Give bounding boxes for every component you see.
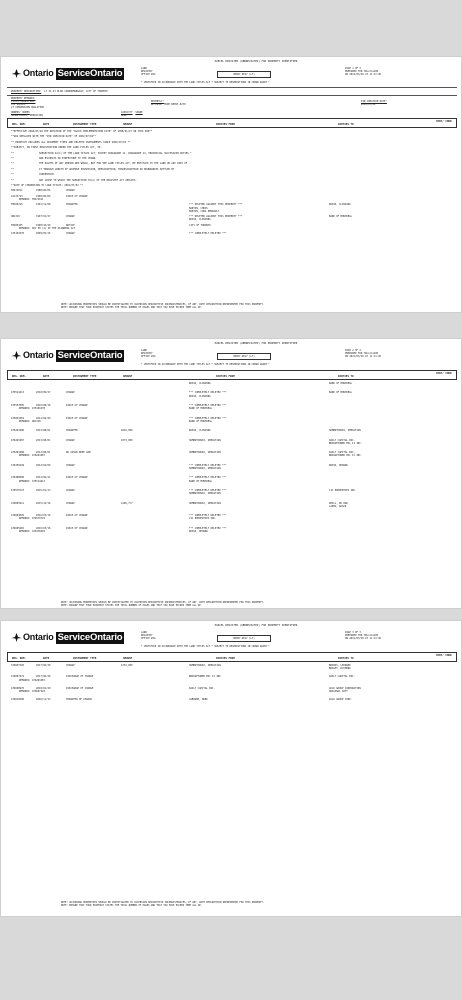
- prepared-for: PREPARED FOR TRLolla100: [345, 352, 379, 355]
- office-label: OFFICE #44: [141, 637, 156, 640]
- parties-from-cell: RUSSO, CLINIONA: [189, 382, 211, 385]
- pin-created-label: PIN CREATION DATE:: [361, 100, 387, 103]
- owners-value: HAMBUTOWSKI, SEBASTIAN: [11, 114, 43, 117]
- property-description: [11, 90, 107, 93]
- table-row: [11, 527, 453, 534]
- reg-num-cell: 9W1318: [11, 215, 20, 219]
- parties-to-cell: CIC PROPERTIES INC.: [329, 489, 357, 492]
- remarks-cell: REMARKS: SEC 50 (2) OF THE PLANNING ACT: [19, 226, 76, 230]
- capacity-block: [121, 111, 143, 117]
- date-cell: 2010/09/27: [36, 391, 51, 395]
- note-line-2: NOTE: ENSURE THAT YOUR PRINTOUT STATES THE TOTAL NUMBER OF PAGES AND THAT YOU HAVE PICKED THEM ALL UP.: [61, 604, 203, 608]
- note-text-cell: AND ESCHEATS OR FORFEITURE TO THE CROWN.: [39, 157, 97, 160]
- date-cell: 2015/01/13: [36, 489, 51, 492]
- reg-num-cell: AT5101078: [11, 232, 24, 236]
- parties-to-cell: DAILY CAPITAL INC.: [329, 451, 355, 455]
- instrument-type-cell: CHARGE: [66, 463, 75, 467]
- instrument-type-cell: CHARGE: [66, 215, 75, 219]
- estate-label: ESTATE/QUALIFIER:: [11, 100, 36, 103]
- recently-block: [151, 100, 186, 106]
- capacity-label: CAPACITY: [121, 111, 133, 114]
- note-line-1: NOTE: ADJOINING PROPERTIES SHOULD BE INVESTIGATED TO ASCERTAIN DESCRIPTIVE INCONSISTENCIES, IF ANY, WITH DESCRIPTION REPRESENTED FOR THIS PROPERTY.: [61, 601, 265, 604]
- parties-to-cell-2: BRIDGETOWER MIC II INC.: [329, 441, 363, 445]
- col-reg-num: REG. NUM.: [12, 656, 27, 660]
- table-row: [11, 162, 453, 166]
- date-cell: 2011/04/29: [36, 416, 51, 420]
- parties-from-cell: HAMBUTOWSKI, SEBASTIAN: [189, 501, 221, 505]
- amount-cell: $573,000: [121, 438, 133, 442]
- prepared-for: PREPARED FOR TRLolla100: [345, 634, 379, 637]
- parties-to-cell: DAILY CAPITAL INC.: [329, 438, 355, 442]
- parties-from-cell-2: BANK OF MONTREAL: [189, 479, 213, 483]
- parties-from-cell: CITY OF TORONTO: [189, 223, 211, 227]
- col-parties-to: PARTIES TO: [338, 122, 354, 126]
- parties-to-cell: BROOKS, LEONARD: [329, 664, 351, 667]
- date-cell: 1990/06/05: [36, 194, 51, 198]
- parties-from-cell: *** COMPLETELY DELETED ***: [189, 404, 227, 407]
- parties-from-cell-2: BANK OF MONTREAL: [189, 407, 213, 411]
- parties-to-cell: BANK OF MONTREAL: [329, 382, 353, 385]
- col-reg-num: REG. NUM.: [12, 374, 27, 378]
- page-header: [1, 57, 462, 87]
- brand-service-ontario: ServiceOntario: [57, 67, 123, 79]
- parties-from-cell-2: MARTIN, CHRIS: [189, 206, 208, 210]
- instrument-type-cell: NOTICE: [66, 223, 75, 227]
- table-row: [11, 179, 453, 183]
- note-line-2: NOTE: ENSURE THAT YOUR PRINTOUT STATES THE TOTAL NUMBER OF PAGES AND THAT YOU HAVE PICKED THEM ALL UP.: [61, 904, 203, 908]
- table-row: [11, 184, 453, 188]
- reg-num-cell: AT6605911: [11, 501, 24, 505]
- property-remarks: [11, 97, 44, 109]
- remarks-cell: REMARKS: AT5101078: [19, 407, 45, 411]
- col-instrument-type: INSTRUMENT TYPE: [73, 122, 97, 126]
- parties-from-cell-2: RUSSO, CLINIONA: [189, 394, 211, 398]
- reg-num-cell: **WAS REPLACED WITH THE "PIN CREATION DATE" OF 2002/07/02**: [11, 135, 96, 139]
- note-text-cell: THE RIGHTS OF ANY PERSON WHO WOULD, BUT FOR THE LAND TITLES ACT, BE ENTITLED TO THE LAND OR ANY PART OF: [39, 162, 188, 166]
- reg-num-cell: **: [11, 178, 14, 182]
- parties-from-cell-3: MARTIN, CORA PERRAULT: [189, 209, 220, 213]
- report-title: PARCEL REGISTER (ABBREVIATED) FOR PROPERTY IDENTIFIER: [214, 342, 298, 345]
- office-info: [141, 631, 221, 640]
- note-text-cell: IT THROUGH LENGTH OF ADVERSE POSSESSION, PRESCRIPTION, MISDESCRIPTION OR BOUNDARIES SETTLED BY: [39, 167, 175, 171]
- instrument-type-cell: DISCH OF CHARGE: [66, 404, 88, 407]
- date-cell: 1997/01/27: [36, 215, 51, 219]
- column-header: [7, 652, 457, 662]
- parties-from-cell: RUSSO, CLINIONA: [189, 429, 211, 433]
- parties-from-cell: *** COMPLETELY DELETED ***: [189, 476, 227, 480]
- brand-service-ontario: ServiceOntario: [57, 631, 123, 643]
- instrument-type-cell: TRANSFER: [66, 429, 78, 433]
- trillium-icon: [11, 350, 22, 361]
- reg-num-cell: **: [11, 167, 14, 171]
- parties-to-cell: BANK OF MONTREAL: [329, 391, 353, 395]
- reg-num-cell: **EFFECTIVE 2000/07/29 THE NOTATION OF THE "BLOCK IMPLEMENTATION DATE" OF 1998/01/27 ON THIS PIN**: [11, 130, 153, 133]
- page-info: [345, 631, 457, 640]
- remarks-cell: REMARKS: AT5514413: [19, 479, 45, 483]
- divider: [7, 87, 457, 88]
- reg-num-cell: AT6607474: [11, 675, 24, 679]
- note-line-2: NOTE: ENSURE THAT YOUR PRINTOUT STATES THE TOTAL NUMBER OF PAGES AND THAT YOU HAVE PICKED THEM ALL UP.: [61, 306, 203, 310]
- ontario-logo: [11, 67, 124, 80]
- instrument-type-cell: DISCH OF CHARGE: [66, 416, 88, 420]
- capacity-value: BENE: [121, 114, 127, 117]
- owners-label: OWNERS' NAMES: [11, 111, 30, 114]
- table-row: [11, 664, 453, 671]
- date-cell: 2016/03/16: [36, 514, 51, 518]
- page-number: PAGE 1 OF 3: [345, 67, 361, 70]
- reg-num-cell: ** PRINTOUT INCLUDES ALL DOCUMENT TYPES AND DELETED INSTRUMENTS SINCE 2002/07/02 **: [11, 140, 131, 144]
- table-row: [11, 391, 453, 398]
- col-date: DATE: [43, 374, 50, 378]
- parties-from-cell-2: RUSSO, CLINIONA: [189, 218, 211, 222]
- table-row: [11, 203, 453, 214]
- parties-to-cell-2: BRIDGETOWER MIC II INC.: [329, 454, 363, 458]
- col-cert-chkd: CERT/ CHKD: [436, 654, 452, 657]
- reg-num-cell: AT6604629: [11, 514, 24, 518]
- reg-num-cell: **: [11, 162, 14, 166]
- pin-created-value: 2002/07/02: [361, 103, 376, 106]
- parties-from-cell: *** COMPLETELY DELETED ***: [189, 463, 227, 467]
- table-row: [11, 698, 453, 702]
- parties-to-cell: HAMBUTOWSKI, SEBASTIAN: [329, 429, 361, 433]
- page-number: PAGE 3 OF 3: [345, 631, 361, 634]
- col-parties-from: PARTIES FROM: [216, 656, 235, 660]
- note-line-1: NOTE: ADJOINING PROPERTIES SHOULD BE INVESTIGATED TO ASCERTAIN DESCRIPTIVE INCONSISTENCIES, IF ANY, WITH DESCRIPTION REPRESENTED FOR THIS PROPERTY.: [61, 303, 265, 306]
- table-row: [11, 157, 453, 161]
- table-row: [11, 404, 453, 411]
- table-row: [11, 215, 453, 222]
- pin-box: 08097-0017 (LT): [217, 635, 271, 642]
- table-row: [11, 382, 453, 386]
- col-instrument-type: INSTRUMENT TYPE: [73, 374, 97, 378]
- instrument-type-cell: DISCHARGE OF CHARGE: [66, 686, 94, 690]
- table-row: [11, 675, 453, 682]
- parties-from-cell-2: CIC PROPERTIES INC.: [189, 517, 217, 521]
- parties-from-cell: *** COMPLETELY DELETED ***: [189, 391, 227, 395]
- desc-label: PROPERTY DESCRIPTION:: [11, 90, 42, 93]
- reg-num-cell: AT6263487: [11, 438, 24, 442]
- remarks-cell: REMARKS: AT6607320.: [19, 689, 47, 693]
- parties-from-cell: *** DELETED AGAINST THIS PROPERTY ***: [189, 203, 243, 207]
- parties-from-cell: HAMBUTOWSKI, SEBASTIAN: [189, 451, 221, 455]
- land-label: LAND: [141, 349, 147, 352]
- date-cell: 2017/06/30: [36, 664, 51, 667]
- instrument-type-cell: DISCHARGE OF CHARGE: [66, 675, 94, 679]
- office-label: OFFICE #44: [141, 73, 156, 76]
- estate-value-2: LT CONVERSION QUALIFIED: [11, 106, 45, 109]
- parties-to-cell: GOLD GROUP CORP.: [329, 698, 353, 702]
- date-cell: 2014/04/09: [36, 463, 51, 467]
- amount-cell: $196,777: [121, 501, 133, 505]
- parties-from-cell: HAMBUTOWSKI, SEBASTIAN: [189, 664, 221, 667]
- registry-label: REGISTRY: [141, 70, 153, 73]
- note-line-1: NOTE: ADJOINING PROPERTIES SHOULD BE INVESTIGATED TO ASCERTAIN DESCRIPTIVE INCONSISTENCIES, IF ANY, WITH DESCRIPTION REPRESENTED FOR THIS PROPERTY.: [61, 901, 265, 904]
- divider: [7, 95, 457, 96]
- remarks-cell: REMARKS: AT6579723: [19, 517, 45, 521]
- page-header: [1, 621, 462, 651]
- parties-from-cell-2: BANK OF MONTREAL: [189, 419, 213, 423]
- table-row: [11, 189, 453, 193]
- instrument-type-cell: CHARGE: [66, 501, 75, 505]
- parties-from-cell: HAMBUTOWSKI, SEBASTIAN: [189, 438, 221, 442]
- col-cert-chkd: CERT/ CHKD: [436, 120, 452, 123]
- reg-num-cell: AT6408068: [11, 476, 24, 480]
- reg-num-cell: **: [11, 151, 14, 155]
- parties-from-cell: *** COMPLETELY DELETED ***: [189, 526, 227, 530]
- instrument-type-cell: DISCH OF CHARGE: [66, 476, 88, 480]
- instrument-type-cell: DISCH OF CHARGE: [66, 526, 88, 530]
- parties-from-cell: BRIDGETOWER MIC II INC.: [189, 675, 223, 679]
- instrument-type-cell: CHARGE: [66, 438, 75, 442]
- table-row: [11, 195, 453, 202]
- page-info: [345, 349, 457, 358]
- pin-box: 08097-0017 (LT): [217, 71, 271, 78]
- note-text-cell: SUBSECTION 44(1) OF THE LAND TITLES ACT, EXCEPT PARAGRAPH 11, PARAGRAPH 14, PROVINCIAL SUCCESSION DUTIES *: [39, 151, 192, 155]
- date-cell: 1991/11/08: [36, 203, 51, 207]
- reg-num-cell: TB285105: [11, 223, 23, 227]
- col-parties-to: PARTIES TO: [338, 656, 354, 660]
- table-row: [11, 152, 453, 156]
- parties-to-cell: RUSSO, CLINIONA: [329, 203, 351, 207]
- remarks-cell: REMARKS: AT6263487.: [19, 678, 47, 682]
- recently-label: RECENTLY:: [151, 100, 164, 103]
- table-row: [11, 439, 453, 446]
- date-cell: 2015/12/16: [36, 501, 51, 505]
- reg-num-cell: TB474011: [11, 189, 23, 193]
- col-parties-from: PARTIES FROM: [216, 374, 235, 378]
- amount-cell: $752,000: [121, 664, 133, 667]
- remarks-cell: REMARKS: AT6263487: [19, 454, 45, 458]
- page-number: PAGE 2 OF 3: [345, 349, 361, 352]
- table-row: [11, 146, 453, 150]
- office-info: [141, 67, 221, 76]
- date-cell: 2017/06/30: [36, 675, 51, 679]
- instrument-type-cell: NO ASSGN RENT GEN: [66, 451, 91, 455]
- register-page-3: [0, 620, 462, 917]
- table-row: [11, 451, 453, 458]
- table-row: [11, 168, 453, 172]
- reg-num-cell: AT5514413: [11, 391, 24, 395]
- table-row: [11, 514, 453, 521]
- date-cell: 2010/08/16: [36, 404, 51, 407]
- parties-from-cell: *** COMPLETELY DELETED ***: [189, 514, 227, 518]
- table-row: [11, 224, 453, 231]
- office-info: [141, 349, 221, 358]
- reg-num-cell: **SUBJECT, ON FIRST REGISTRATION UNDER THE LAND TITLES ACT, TO:: [11, 146, 102, 150]
- ontario-logo: [11, 349, 124, 362]
- col-amount: AMOUNT: [123, 656, 133, 660]
- date-cell: 2016/03/16: [36, 526, 51, 530]
- brand-ontario: Ontario: [23, 67, 54, 78]
- col-parties-to: PARTIES TO: [338, 374, 354, 378]
- recently-value: RE-ENTRY FROM 08097-0270: [151, 103, 186, 106]
- instrument-type-cell: TRANSFER OF CHARGE: [66, 698, 92, 702]
- table-row: [11, 429, 453, 433]
- print-date: ON 2021/03/26 AT 11:11:46: [345, 637, 381, 640]
- pin-box: 08097-0017 (LT): [217, 353, 271, 360]
- ontario-logo: [11, 631, 124, 644]
- col-amount: AMOUNT: [123, 122, 133, 126]
- page-info: [345, 67, 457, 76]
- certification-line: * CERTIFIED IN ACCORDANCE WITH THE LAND TITLES ACT * SUBJECT TO RESERVATIONS IN CROWN GRANT *: [141, 81, 270, 84]
- parties-from-cell: *** COMPLETELY DELETED ***: [189, 416, 227, 420]
- reg-num-cell: **DATE OF CONVERSION TO LAND TITLES: 2002/07/02 **: [11, 184, 83, 187]
- parties-from-cell-2: HAMBUTOWSKI, SEBASTIAN: [189, 492, 221, 496]
- instrument-type-cell: CHARGE: [66, 489, 75, 492]
- page-notes: [61, 601, 421, 607]
- reg-num-cell: AT5821004: [11, 416, 24, 420]
- desc-value: LT 31-33 PLAN 130NORMANDALE; CITY OF TORONTO: [44, 90, 108, 93]
- table-row: [11, 687, 453, 694]
- instrument-type-cell: CHARGE: [66, 189, 75, 193]
- date-cell: 2013/08/01: [36, 451, 51, 455]
- amount-cell: $610,000: [121, 429, 133, 433]
- parties-from-cell: *** COMPLETELY DELETED ***: [189, 489, 227, 492]
- owners-block: [11, 111, 43, 117]
- brand-service-ontario: ServiceOntario: [57, 349, 123, 361]
- reg-num-cell: AT6605265: [11, 526, 24, 530]
- certification-line: * CERTIFIED IN ACCORDANCE WITH THE LAND TITLES ACT * SUBJECT TO RESERVATIONS IN CROWN GRANT *: [141, 645, 270, 648]
- instrument-type-cell: CHARGE: [66, 232, 75, 236]
- parties-to-cell: RUSSO, DEANNA: [329, 463, 348, 467]
- page-notes: [61, 901, 421, 907]
- reg-num-cell: AT6607320: [11, 664, 24, 667]
- reg-num-cell: AT6608970: [11, 686, 24, 690]
- col-instrument-type: INSTRUMENT TYPE: [73, 656, 97, 660]
- parties-to-cell: DHILL, KU HWA: [329, 501, 348, 505]
- reg-num-cell: AT6610589: [11, 698, 24, 702]
- reg-num-cell: CA131713: [11, 194, 23, 198]
- table-row: [11, 464, 453, 471]
- registry-label: REGISTRY: [141, 634, 153, 637]
- parties-from-cell-2: RUSSO, DEANNA: [189, 529, 208, 533]
- column-header: [7, 118, 457, 128]
- instrument-type-cell: CHARGE: [66, 391, 75, 395]
- date-cell: 1988/06/06: [36, 189, 51, 193]
- parties-to-cell: BANK OF MONTREAL: [329, 215, 353, 219]
- register-page-1: [0, 56, 462, 313]
- reg-num-cell: AT6359449: [11, 463, 24, 467]
- trillium-icon: [11, 68, 22, 79]
- col-amount: AMOUNT: [123, 374, 133, 378]
- instrument-type-cell: DISCH OF CHARGE: [66, 194, 88, 198]
- date-cell: 2009/05/15: [36, 232, 51, 236]
- registry-label: REGISTRY: [141, 352, 153, 355]
- page-header: [1, 339, 462, 369]
- brand-ontario: Ontario: [23, 349, 54, 360]
- column-header: [7, 370, 457, 380]
- report-title: PARCEL REGISTER (ABBREVIATED) FOR PROPERTY IDENTIFIER: [214, 624, 298, 627]
- remarks-cell: REMARKS: AT6359449: [19, 529, 45, 533]
- table-row: [11, 489, 453, 496]
- remarks-cell: REMARKS: TB474011: [19, 197, 44, 201]
- table-row: [11, 232, 453, 236]
- certification-line: * CERTIFIED IN ACCORDANCE WITH THE LAND TITLES ACT * SUBJECT TO RESERVATIONS IN CROWN GRANT *: [141, 363, 270, 366]
- parties-to-cell-2: ORIGINAL SOFT: [329, 689, 348, 693]
- remarks-label: PROPERTY REMARKS:: [11, 97, 36, 100]
- page-notes: [61, 303, 421, 309]
- date-cell: 2013/08/01: [36, 429, 51, 433]
- date-cell: 2018/02/20: [36, 686, 51, 690]
- office-label: OFFICE #44: [141, 355, 156, 358]
- reg-num-cell: TB260315: [11, 203, 23, 207]
- reg-num-cell: **: [11, 173, 14, 177]
- print-date: ON 2021/03/26 AT 11:11:46: [345, 73, 381, 76]
- parties-from-cell-2: HAMBUTOWSKI, SEBASTIAN: [189, 466, 221, 470]
- instrument-type-cell: TRANSFER: [66, 203, 78, 207]
- table-row: [11, 141, 453, 145]
- col-parties-from: PARTIES FROM: [216, 122, 235, 126]
- reg-num-cell: AT5557095: [11, 404, 24, 407]
- trillium-icon: [11, 632, 22, 643]
- parties-from-cell: *** COMPLETELY DELETED ***: [189, 232, 227, 236]
- table-row: [11, 130, 453, 134]
- register-page-2: [0, 338, 462, 609]
- remarks-cell: REMARKS: 9W1318: [19, 419, 41, 423]
- instrument-type-cell: CHARGE: [66, 664, 75, 667]
- pin-created-block: [361, 100, 387, 106]
- reg-num-cell: AT6579723: [11, 489, 24, 492]
- note-text-cell: CONVENTION.: [39, 173, 55, 177]
- reg-num-cell: AT6263488: [11, 451, 24, 455]
- prepared-for: PREPARED FOR TRLolla100: [345, 70, 379, 73]
- date-cell: 2013/08/01: [36, 438, 51, 442]
- col-date: DATE: [43, 122, 50, 126]
- table-row: [11, 417, 453, 424]
- col-reg-num: REG. NUM.: [12, 122, 27, 126]
- share-label: SHARE: [135, 111, 143, 114]
- date-cell: 2014/06/11: [36, 476, 51, 480]
- parties-to-cell: DAILY CAPITAL INC.: [329, 675, 355, 679]
- table-row: [11, 502, 453, 509]
- col-date: DATE: [43, 656, 50, 660]
- parties-from-cell: JABOURE, NABI: [189, 698, 208, 702]
- reg-num-cell: **: [11, 157, 14, 160]
- land-label: LAND: [141, 67, 147, 70]
- table-row: [11, 135, 453, 139]
- parties-from-cell: *** DELETED AGAINST THIS PROPERTY ***: [189, 215, 243, 219]
- col-cert-chkd: CERT/ CHKD: [436, 372, 452, 375]
- table-row: [11, 476, 453, 483]
- date-cell: 1998/10/20: [36, 223, 51, 227]
- parties-from-cell: DAILY CAPITAL INC.: [189, 686, 215, 690]
- date-cell: 2020/11/12: [36, 698, 51, 702]
- parties-to-cell: GOLD GROUP CORPORATION: [329, 686, 361, 690]
- print-date: ON 2021/03/26 AT 11:11:46: [345, 355, 381, 358]
- report-title: PARCEL REGISTER (ABBREVIATED) FOR PROPERTY IDENTIFIER: [214, 60, 298, 63]
- brand-ontario: Ontario: [23, 631, 54, 642]
- table-row: [11, 173, 453, 177]
- parties-to-cell-2: LADHA, RASAD: [329, 504, 347, 508]
- estate-value: FEE SIMPLE: [11, 103, 26, 106]
- reg-num-cell: AT6263486: [11, 429, 24, 433]
- land-label: LAND: [141, 631, 147, 634]
- instrument-type-cell: DISCH OF CHARGE: [66, 514, 88, 518]
- parties-to-cell-2: BRIGHT, RAYMOND: [329, 667, 351, 671]
- note-text-cell: ANY LEASE TO WHICH THE SUBSECTION 70(2) OF THE REGISTRY ACT APPLIES.: [39, 178, 137, 182]
